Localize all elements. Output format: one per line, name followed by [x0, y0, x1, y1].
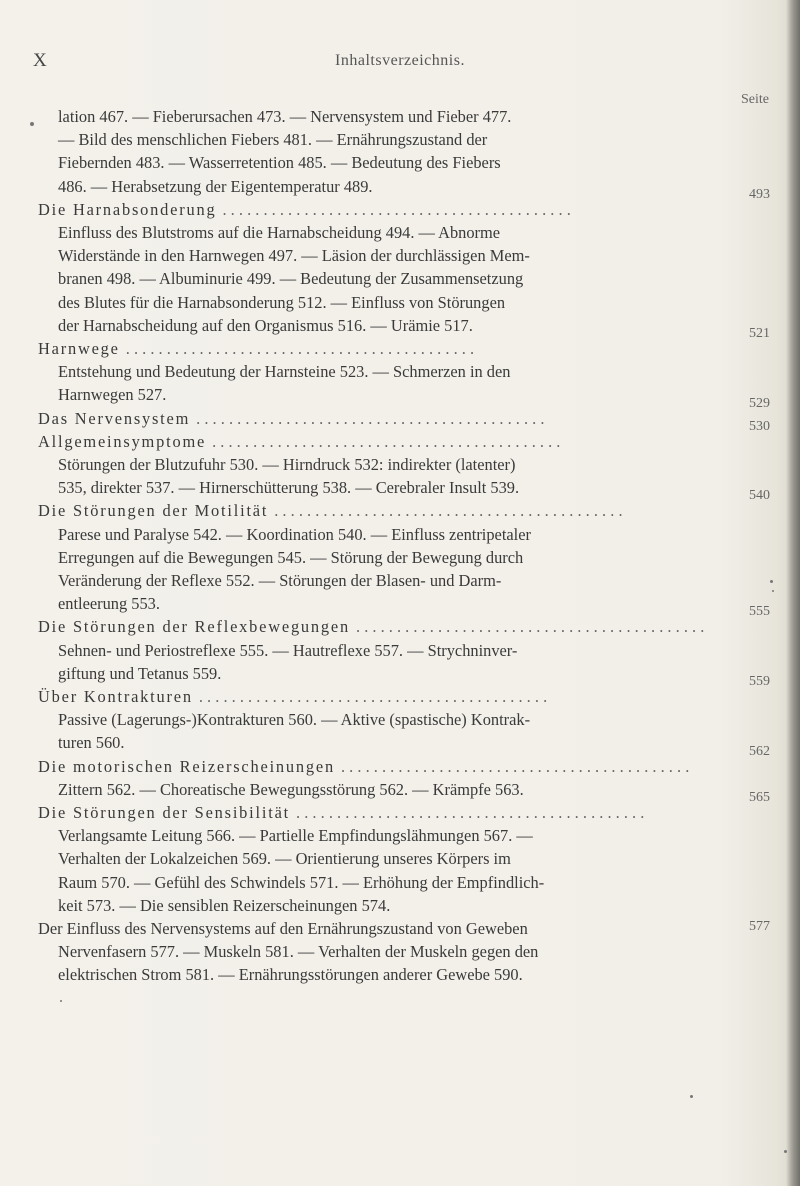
scan-speck — [690, 1095, 693, 1098]
toc-page-number: 577 — [749, 919, 770, 934]
toc-line: 535, direkter 537. — Hirnerschütterung 538. — Cerebraler Insult 539. — [58, 478, 520, 498]
toc-heading: Die Harnabsonderung — [38, 199, 217, 219]
toc-line: Raum 570. — Gefühl des Schwindels 571. — Erhöhung der Empfindlich- — [58, 872, 545, 892]
toc-page-number: 493 — [749, 186, 770, 202]
toc-page-number: 530 — [749, 418, 770, 434]
toc-line: Harnwegen 527. — [58, 385, 167, 405]
toc-line: keit 573. — Die sensiblen Reizerscheinungen 574. — [58, 895, 391, 915]
toc-line: Passive (Lagerungs-)Kontrakturen 560. — Aktive (spastische) Kontrak- — [58, 710, 531, 730]
toc-line: lation 467. — Fieberursachen 473. — Nervensystem und Fieber 477. — [58, 107, 512, 126]
toc-line: entleerung 553. — [58, 594, 160, 614]
toc-line: Fiebernden 483. — Wasserretention 485. — Bedeutung des Fiebers — [58, 153, 501, 173]
dot-leader: . . . . . . . . . . . . . . . . . . . . . . . . . . . . . . . . . . . . . . . . . . . — [296, 803, 645, 822]
toc-line: Erregungen auf die Bewegungen 545. — Störung der Bewegung durch — [58, 547, 524, 567]
toc-line: Sehnen- und Periostreflexe 555. — Hautreflexe 557. — Strychninver- — [58, 640, 518, 660]
page-number: X — [33, 50, 47, 71]
toc-heading: Über Kontrakturen — [38, 687, 193, 706]
toc-page-number: 565 — [749, 790, 770, 805]
toc-line: Einfluss des Blutstroms auf die Harnabscheidung 494. — Abnorme — [58, 223, 501, 242]
scan-speck — [60, 1000, 62, 1002]
toc-line: Verlangsamte Leitung 566. — Partielle Empfindungslähmungen 567. — — [58, 826, 533, 846]
toc-page-number: 559 — [749, 674, 770, 689]
toc-heading: Die Störungen der Motilität — [38, 501, 269, 521]
toc-heading: Harnwege — [38, 339, 120, 358]
toc-page-number: 562 — [749, 743, 770, 759]
dot-leader: . . . . . . . . . . . . . . . . . . . . . . . . . . . . . . . . . . . . . . . . . . . — [212, 431, 561, 451]
scan-speck — [772, 590, 774, 592]
toc-line: Zittern 562. — Choreatische Bewegungsstörung 562. — Krämpfe 563. — [58, 779, 524, 799]
toc-page-number: 529 — [749, 395, 770, 411]
scan-speck — [784, 1150, 787, 1153]
toc-heading: Die Störungen der Reflexbewegungen — [38, 617, 350, 637]
toc-line: des Blutes für die Harnabsonderung 512. — Einfluss von Störungen — [58, 292, 506, 312]
toc-page-number: 521 — [749, 326, 770, 341]
toc-heading: Die motorischen Reizerscheinungen — [38, 756, 335, 776]
toc-line: elektrischen Strom 581. — Ernährungsstörungen anderer Gewebe 590. — [58, 965, 523, 985]
dot-leader: . . . . . . . . . . . . . . . . . . . . . . . . . . . . . . . . . . . . . . . . . . . — [340, 756, 690, 776]
seite-column-label: Seite — [741, 92, 769, 107]
dot-leader: . . . . . . . . . . . . . . . . . . . . . . . . . . . . . . . . . . . . . . . . . . . — [198, 687, 548, 706]
toc-line: 486. — Herabsetzung der Eigentemperatur 489. — [58, 176, 373, 196]
toc-heading: Das Nervensystem — [38, 408, 191, 428]
toc-line: turen 560. — [58, 733, 125, 753]
dot-leader: . . . . . . . . . . . . . . . . . . . . . . . . . . . . . . . . . . . . . . . . . . . — [125, 339, 475, 358]
toc-line: Der Einfluss des Nervensystems auf den Ernährungszustand von Geweben — [38, 919, 528, 938]
toc-line: Veränderung der Reflexe 552. — Störungen der Blasen- und Darm- — [58, 571, 502, 590]
toc-line: Entstehung und Bedeutung der Harnsteine 523. — Schmerzen in den — [58, 362, 511, 382]
toc-line: Nervenfasern 577. — Muskeln 581. — Verhalten der Muskeln gegen den — [58, 942, 539, 962]
toc-line: giftung und Tetanus 559. — [58, 663, 222, 683]
toc-line: — Bild des menschlichen Fiebers 481. — Ernährungszustand der — [58, 130, 488, 150]
toc-page-number: 540 — [749, 488, 770, 504]
toc-line: Verhalten der Lokalzeichen 569. — Orientierung unseres Körpers im — [58, 849, 511, 869]
toc-line: der Harnabscheidung auf den Organismus 516. — Urämie 517. — [58, 315, 473, 335]
scan-speck — [770, 580, 773, 583]
toc-line: Störungen der Blutzufuhr 530. — Hirndruck 532: indirekter (latenter) — [58, 455, 516, 474]
toc-page-number: 555 — [749, 604, 770, 620]
running-title: Inhaltsverzeichnis. — [335, 52, 465, 69]
toc-heading: Die Störungen der Sensibilität — [38, 803, 291, 822]
dot-leader: . . . . . . . . . . . . . . . . . . . . . . . . . . . . . . . . . . . . . . . . . . . — [222, 199, 571, 219]
dot-leader: . . . . . . . . . . . . . . . . . . . . . . . . . . . . . . . . . . . . . . . . . . . — [356, 617, 705, 637]
toc-heading: Allgemeinsymptome — [38, 431, 207, 451]
toc-line: Widerstände in den Harnwegen 497. — Läsion der durchlässigen Mem- — [58, 246, 530, 266]
toc-line: Parese und Paralyse 542. — Koordination 540. — Einfluss zentripetaler — [58, 524, 531, 544]
dot-leader: . . . . . . . . . . . . . . . . . . . . . . . . . . . . . . . . . . . . . . . . . . . — [274, 501, 623, 521]
dot-leader: . . . . . . . . . . . . . . . . . . . . . . . . . . . . . . . . . . . . . . . . . . . — [196, 408, 545, 428]
toc-line: branen 498. — Albuminurie 499. — Bedeutung der Zusammensetzung — [58, 269, 524, 289]
